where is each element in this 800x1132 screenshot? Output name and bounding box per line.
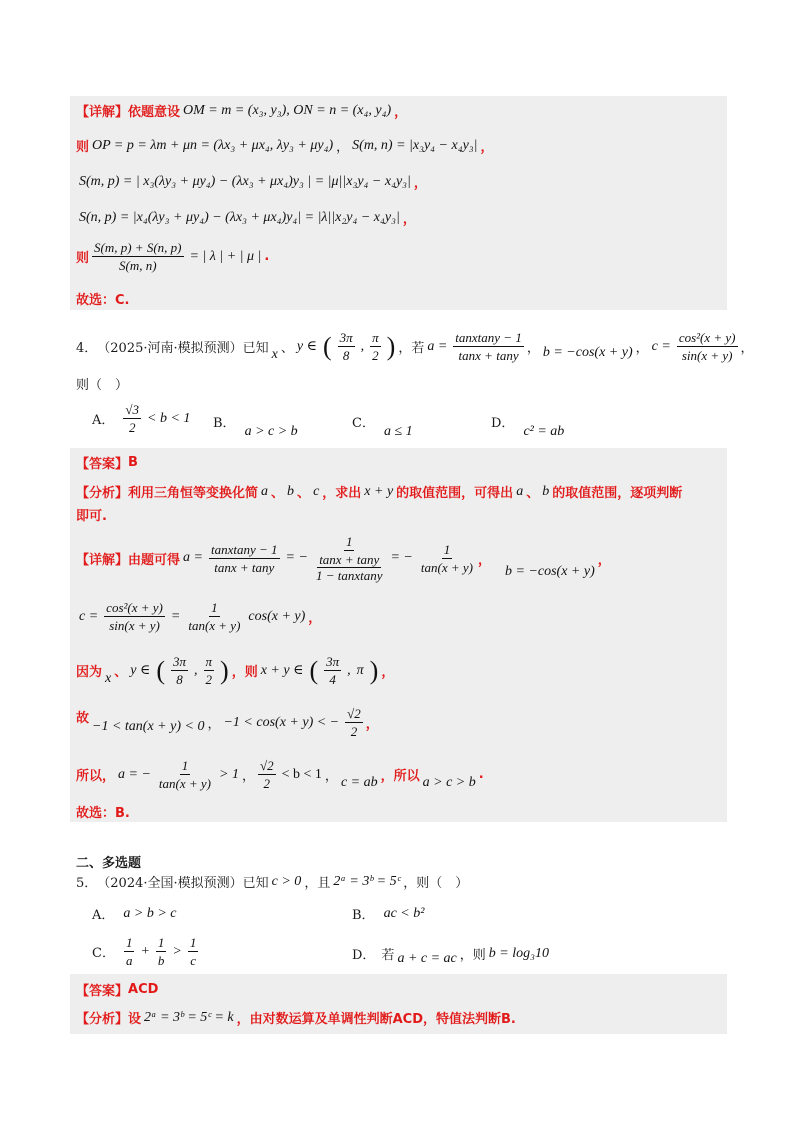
q4-analysis-line-1: 【分析】 利用三角恒等变换化简 a 、 b 、 c ，求出 x + y 的取值范围，可得出 a 、 b 的取值范围，逐项判断 <box>76 483 683 501</box>
q4-answer-value: B <box>128 455 138 470</box>
q4-analysis-line-2: 即可. <box>76 509 107 524</box>
q4-then: 则（ ） <box>76 378 129 393</box>
q4-detail-line-4: 故 −1 < tan(x + y) < 0 ， −1 < cos(x + y) < − $\frac{√2}{2}$ ， <box>76 706 379 739</box>
q4-option-d[interactable]: D． c² = ab <box>491 416 565 439</box>
q4-number: 4． <box>76 341 98 356</box>
q4-detail-line-5: 所以， a = − $\frac{1}{\tan(x + y)}$ > 1 ， $\frac{√2}{2}$ < b < 1 ， c = ab ，所以 a > c > b . <box>76 758 484 791</box>
q3-detail-line-3: S(m, p) = | x₃(λy₃ + μy₄) − (λx₃ + μx₄)y₃ | = |μ||x₃y₄ − x₄y₃| ， <box>79 173 427 191</box>
q4-detail-line-3: 因为 x 、 y ∈ ( $\frac{3\pi}{8}$ , $\frac{\pi}{2}$ ) ，则 x + y ∈ ( $\frac{3\pi}{4}$ , π ) ， <box>76 654 395 687</box>
q4-option-c[interactable]: C． a ≤ 1 <box>352 416 413 439</box>
detail-label: 【详解】 <box>76 105 129 120</box>
q3-detail-line-5: 则 $\frac{S(m, p) + S(n, p)}{S(m, n)}$ = | λ | + | μ | . <box>76 240 270 273</box>
section-heading-multi-choice: 二、多选题 <box>76 856 142 871</box>
q4-answer: 【答案】 B <box>76 455 138 472</box>
q5-answer-value: ACD <box>128 982 159 997</box>
vector-op: OP = p = λm + μn = (λx₃ + μx₄, λy₃ + μy₄) <box>92 137 334 153</box>
q3-choice: 故选：C. <box>76 293 130 308</box>
q5-option-b[interactable]: B． ac < b² <box>352 905 425 923</box>
q5-analysis: 【分析】 设 2ᵃ = 3ᵇ = 5ᶜ = k ，由对数运算及单调性判断ACD，特值法判断B. <box>76 1009 516 1027</box>
q3-detail-line-1: 【详解】 依题意设 OM = m = (x₃, y₃), ON = n = (x₄, y₄) ， <box>76 102 408 120</box>
q4-stem: 4． （2025·河南·模拟预测）已知 x 、 y ∈ ( $\frac{3\pi}{8}$ , $\frac{\pi}{2}$ ) ，若 a = $\frac{\text{tanxtany − 1}}{\tan x + \tan y}$ ， b = −cos(x + y) ， c = $\frac{\text{cos²(x + y)}}{\sin(x + y)}$ ， <box>76 330 754 363</box>
q5-option-a[interactable]: A． a > b > c <box>92 905 177 923</box>
q3-detail-line-4: S(n, p) = |x₄(λy₃ + μy₄) − (λx₃ + μx₄)y₄| = |λ||x₂y₄ − x₄y₃| ， <box>79 209 416 227</box>
answer-band-q3 <box>70 96 727 310</box>
q4-detail-line-2: c = $\frac{\text{cos²(x + y)}}{\sin(x + y)}$ = $\frac{1}{\tan(x + y)}$ cos(x + y) ， <box>79 600 322 633</box>
area-mn: S(m, n) = |x₃y₄ − x₄y₃| <box>352 137 478 153</box>
q4-option-b[interactable]: B． a > c > b <box>213 416 298 439</box>
q5-stem: 5． （2024·全国·模拟预测）已知 c > 0 ，且 2ᵃ = 3ᵇ = 5ᶜ ，则（ ） <box>76 873 469 891</box>
q4-choice: 故选：B. <box>76 806 130 821</box>
detail-text: 依题意设 <box>128 105 181 120</box>
q4-b-def: b = −cos(x + y) <box>542 344 633 360</box>
q5-answer: 【答案】 ACD <box>76 982 159 999</box>
vector-definitions: OM = m = (x₃, y₃), ON = n = (x₄, y₄) <box>183 102 392 118</box>
q4-source: （2025·河南·模拟预测）已知 <box>97 341 269 356</box>
area-ratio: $\frac{S(m, p) + S(n, p)}{S(m, n)}$ <box>94 240 182 273</box>
area-mp: S(m, p) = | x₃(λy₃ + μy₄) − (λx₃ + μx₄)y₃ | = |μ||x₃y₄ − x₄y₃| <box>79 173 411 189</box>
q5-option-c[interactable]: C． $\frac{1}{a}$ + $\frac{1}{b}$ > $\frac{1}{c}$ <box>92 935 197 968</box>
area-np: S(n, p) = |x₄(λy₃ + μy₄) − (λx₃ + μx₄)y₄| = |λ||x₂y₄ − x₄y₃| <box>79 209 400 225</box>
q5-option-d[interactable]: D． 若 a + c = ac ，则 b = log₃10 <box>352 945 550 966</box>
q4-a-frac: $\frac{\text{tanxtany − 1}}{\tan x + \tan y}$ <box>455 330 522 363</box>
q3-detail-line-2: 则 OP = p = λm + μn = (λx₃ + μx₄, λy₃ + μy₄) ， S(m, n) = |x₃y₄ − x₄y₃| ， <box>76 137 494 155</box>
q4-detail-line-1: 【详解】 由题可得 a = $\frac{\text{tanxtany − 1}}{\tan x + \tan y}$ = − 1 tanx + tany 1 − tanxtany = − $\frac{1}{\tan(x + y)}$ ， b = −cos(x + y) ， <box>76 533 611 583</box>
q4-option-a[interactable]: A． $\frac{√3}{2}$ < b < 1 <box>92 402 191 435</box>
q4-c-frac: $\frac{\text{cos²(x + y)}}{\sin(x + y)}$ <box>678 330 736 363</box>
